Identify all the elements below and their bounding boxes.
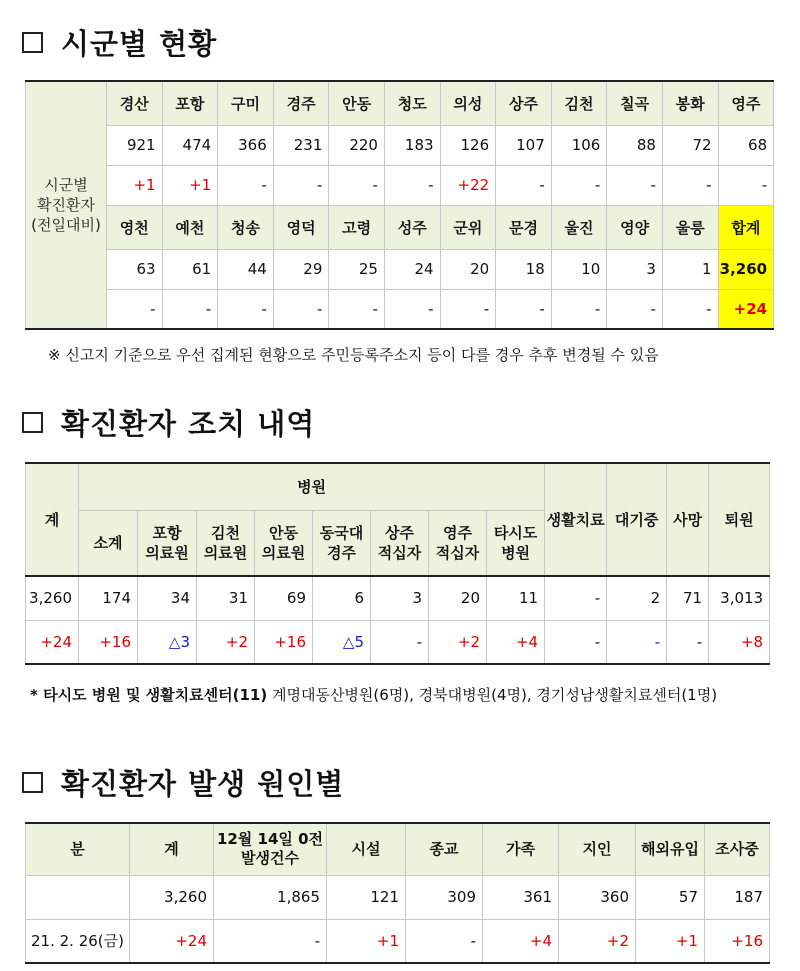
causes-cell: - — [406, 919, 483, 963]
region-count: 474 — [162, 125, 218, 165]
region-count: 24 — [384, 249, 440, 289]
region-name: 봉화 — [662, 81, 718, 125]
measures-cell: 31 — [197, 576, 255, 620]
section-title-text: 시군별 현황 — [61, 27, 218, 61]
region-name: 경산 — [107, 81, 163, 125]
measures-cell: +16 — [255, 620, 313, 664]
header-gimcheon: 김천 의료원 — [197, 510, 255, 576]
region-change: - — [384, 165, 440, 205]
region-name: 포항 — [162, 81, 218, 125]
region-change: +1 — [162, 165, 218, 205]
region-change: - — [384, 289, 440, 329]
region-name: 의성 — [440, 81, 496, 125]
measures-cell: 2 — [607, 576, 667, 620]
measures-cell: +8 — [709, 620, 770, 664]
region-name: 고령 — [329, 205, 385, 249]
region-count: 63 — [107, 249, 163, 289]
causes-cell: 3,260 — [130, 875, 214, 919]
header-other-province: 타시도 병원 — [487, 510, 545, 576]
measures-cell: - — [545, 620, 607, 664]
region-count: 3 — [607, 249, 663, 289]
region-name: 청도 — [384, 81, 440, 125]
measures-table — [25, 462, 770, 665]
measures-cell: △5 — [313, 620, 371, 664]
region-change: - — [329, 289, 385, 329]
causes-table — [25, 822, 770, 964]
causes-cell: +2 — [559, 919, 636, 963]
note-prefix: * — [30, 686, 44, 704]
region-name: 울릉 — [662, 205, 718, 249]
measures-cell: 34 — [138, 576, 197, 620]
section-title-causes — [22, 762, 344, 803]
region-change: - — [107, 289, 163, 329]
causes-cell: +4 — [483, 919, 559, 963]
causes-header: 시설 — [327, 823, 406, 875]
region-count: 68 — [718, 125, 774, 165]
section-title-regional — [22, 22, 217, 63]
region-count: 107 — [496, 125, 552, 165]
causes-cell: 361 — [483, 875, 559, 919]
region-change: - — [162, 289, 218, 329]
causes-cell: +1 — [636, 919, 705, 963]
causes-cell: +24 — [130, 919, 214, 963]
measures-cell: 3,260 — [26, 576, 79, 620]
region-name: 안동 — [329, 81, 385, 125]
measures-cell: +24 — [26, 620, 79, 664]
measures-cell: 6 — [313, 576, 371, 620]
region-change: - — [218, 289, 274, 329]
measures-cell: +4 — [487, 620, 545, 664]
region-change: - — [273, 165, 329, 205]
measures-cell: 174 — [79, 576, 138, 620]
region-change: - — [273, 289, 329, 329]
region-count: 29 — [273, 249, 329, 289]
region-change: +1 — [107, 165, 163, 205]
regional-status-table — [25, 80, 774, 330]
region-change: - — [551, 289, 607, 329]
header-discharge: 퇴원 — [709, 463, 770, 576]
region-name: 칠곡 — [607, 81, 663, 125]
header-yeongju: 영주 적십자 — [429, 510, 487, 576]
measures-cell: - — [667, 620, 709, 664]
header-subtotal: 소계 — [79, 510, 138, 576]
measures-cell: - — [607, 620, 667, 664]
causes-cell: 21. 2. 26(금) — [26, 919, 130, 963]
region-count: 921 — [107, 125, 163, 165]
region-name: 경주 — [273, 81, 329, 125]
measures-cell: - — [545, 576, 607, 620]
measures-cell: 69 — [255, 576, 313, 620]
causes-cell: 1,865 — [214, 875, 327, 919]
region-change: - — [496, 165, 552, 205]
causes-header: 계 — [130, 823, 214, 875]
measures-cell: 20 — [429, 576, 487, 620]
region-change: - — [218, 165, 274, 205]
header-pohang: 포항 의료원 — [138, 510, 197, 576]
region-change: - — [551, 165, 607, 205]
measures-cell: 3,013 — [709, 576, 770, 620]
region-name: 청송 — [218, 205, 274, 249]
measures-cell: 71 — [667, 576, 709, 620]
region-change: - — [718, 165, 774, 205]
region-name: 구미 — [218, 81, 274, 125]
measures-cell: - — [371, 620, 429, 664]
region-count: 61 — [162, 249, 218, 289]
region-name: 김천 — [551, 81, 607, 125]
region-change: - — [607, 165, 663, 205]
measures-cell: +2 — [197, 620, 255, 664]
region-change: +24 — [718, 289, 774, 329]
region-change: - — [496, 289, 552, 329]
header-waiting: 대기중 — [607, 463, 667, 576]
region-count: 18 — [496, 249, 552, 289]
measures-footnote — [30, 684, 717, 705]
causes-header: 조사중 — [705, 823, 770, 875]
header-hospital: 병원 — [79, 463, 545, 510]
region-count: 231 — [273, 125, 329, 165]
note-rest: 계명대동산병원(6명), 경북대병원(4명), 경기성남생활치료센터(1명) — [267, 686, 718, 704]
header-death: 사망 — [667, 463, 709, 576]
region-count: 126 — [440, 125, 496, 165]
regional-footnote: ※ 신고지 기준으로 우선 집계된 현황으로 주민등록주소지 등이 다를 경우 추후 변경될 수 있음 — [48, 346, 659, 364]
checkbox-square-icon — [22, 412, 43, 433]
region-name: 예천 — [162, 205, 218, 249]
causes-header: 분 — [26, 823, 130, 875]
region-change: - — [662, 165, 718, 205]
region-count: 106 — [551, 125, 607, 165]
header-living-treatment: 생활치료 — [545, 463, 607, 576]
causes-header: 해외유입 — [636, 823, 705, 875]
region-count: 25 — [329, 249, 385, 289]
causes-cell — [26, 875, 130, 919]
measures-cell: 11 — [487, 576, 545, 620]
section-title-text: 확진환자 조치 내역 — [61, 407, 316, 441]
region-change: - — [607, 289, 663, 329]
region-count: 220 — [329, 125, 385, 165]
header-sangju: 상주 적십자 — [371, 510, 429, 576]
region-count: 366 — [218, 125, 274, 165]
region-name: 영덕 — [273, 205, 329, 249]
section-title-text: 확진환자 발생 원인별 — [61, 767, 345, 801]
region-change: - — [440, 289, 496, 329]
causes-cell: +1 — [327, 919, 406, 963]
region-count: 3,260 — [718, 249, 774, 289]
region-change: - — [329, 165, 385, 205]
causes-header: 12월 14일 0전 발생건수 — [214, 823, 327, 875]
header-andong: 안동 의료원 — [255, 510, 313, 576]
region-name: 군위 — [440, 205, 496, 249]
region-count: 10 — [551, 249, 607, 289]
measures-cell: △3 — [138, 620, 197, 664]
section-title-measures — [22, 402, 315, 443]
causes-cell: 57 — [636, 875, 705, 919]
header-total: 계 — [26, 463, 79, 576]
region-name: 영주 — [718, 81, 774, 125]
region-name: 영천 — [107, 205, 163, 249]
side-label: 시군별 확진환자 (전일대비) — [26, 81, 107, 329]
region-count: 183 — [384, 125, 440, 165]
causes-cell: 360 — [559, 875, 636, 919]
region-name: 합계 — [718, 205, 774, 249]
note-bold: 타시도 병원 및 생활치료센터(11) — [43, 686, 268, 704]
region-count: 20 — [440, 249, 496, 289]
causes-cell: +16 — [705, 919, 770, 963]
region-change: +22 — [440, 165, 496, 205]
measures-cell: 3 — [371, 576, 429, 620]
causes-cell: 187 — [705, 875, 770, 919]
causes-header: 종교 — [406, 823, 483, 875]
region-count: 88 — [607, 125, 663, 165]
region-name: 영양 — [607, 205, 663, 249]
causes-cell: 309 — [406, 875, 483, 919]
header-dongguk: 동국대 경주 — [313, 510, 371, 576]
region-change: - — [662, 289, 718, 329]
region-count: 44 — [218, 249, 274, 289]
region-name: 상주 — [496, 81, 552, 125]
region-count: 1 — [662, 249, 718, 289]
causes-cell: 121 — [327, 875, 406, 919]
checkbox-square-icon — [22, 772, 43, 793]
region-name: 울진 — [551, 205, 607, 249]
causes-cell: - — [214, 919, 327, 963]
checkbox-square-icon — [22, 32, 43, 53]
causes-header: 가족 — [483, 823, 559, 875]
measures-cell: +2 — [429, 620, 487, 664]
causes-header: 지인 — [559, 823, 636, 875]
measures-cell: +16 — [79, 620, 138, 664]
region-name: 성주 — [384, 205, 440, 249]
region-name: 문경 — [496, 205, 552, 249]
region-count: 72 — [662, 125, 718, 165]
